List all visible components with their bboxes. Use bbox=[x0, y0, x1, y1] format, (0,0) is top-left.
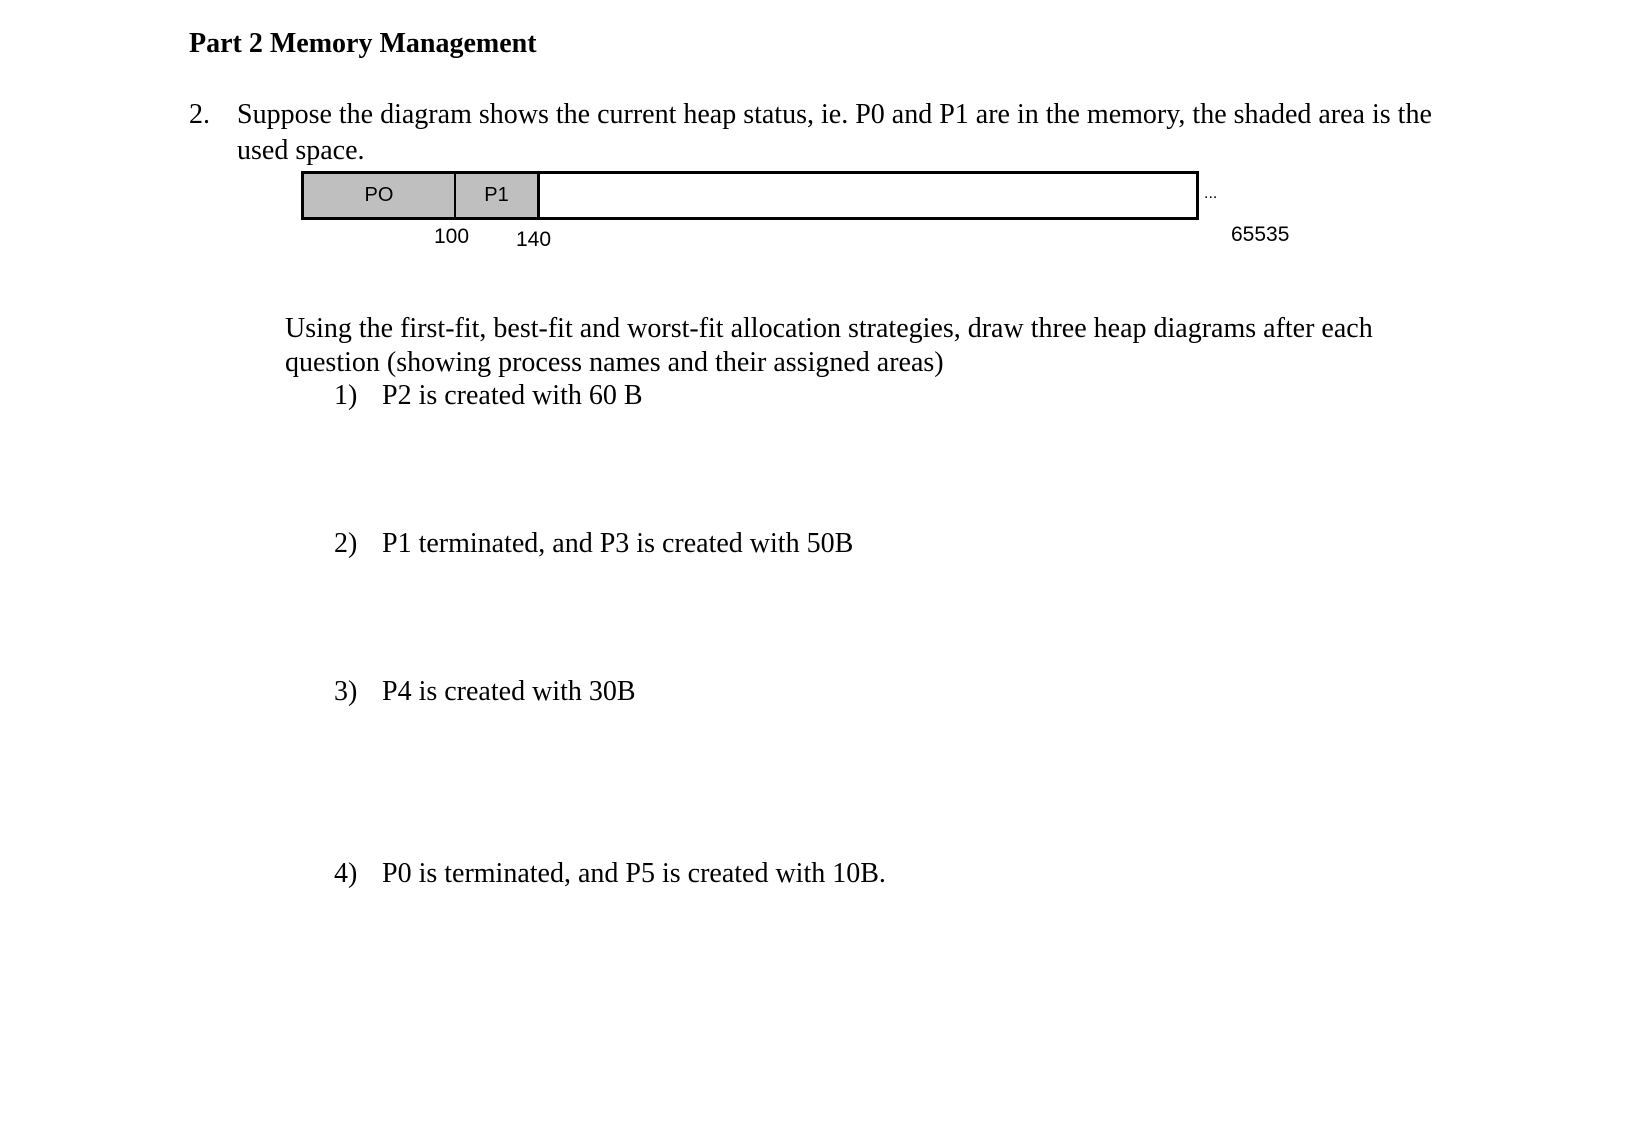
heap-continuation-ellipsis: ... bbox=[1204, 185, 1218, 202]
address-label-100: 100 bbox=[434, 225, 470, 248]
heap-segment-p0: PO bbox=[304, 174, 456, 217]
list-item-number: 4) bbox=[334, 858, 358, 889]
heap-diagram bbox=[301, 171, 1199, 220]
heap-segment-p1: P1 bbox=[456, 174, 540, 217]
list-item-text: P0 is terminated, and P5 is created with 10B. bbox=[382, 858, 886, 889]
list-item bbox=[334, 526, 853, 562]
list-item-text: P1 terminated, and P3 is created with 50B bbox=[382, 528, 854, 559]
list-item bbox=[334, 674, 636, 710]
section-heading: Part 2 Memory Management bbox=[189, 28, 537, 59]
instructions-text: Using the first-fit, best-fit and worst-fit allocation strategies, draw three heap diagrams after each question (showing process names and their assigned areas) bbox=[285, 313, 1373, 378]
list-item bbox=[334, 856, 886, 892]
address-label-65535: 65535 bbox=[1231, 223, 1290, 246]
address-label-140: 140 bbox=[516, 228, 552, 251]
list-item-number: 3) bbox=[334, 676, 358, 707]
question-text: Suppose the diagram shows the current heap status, ie. P0 and P1 are in the memory, the shaded area is the used space. bbox=[237, 99, 1432, 166]
list-item-number: 1) bbox=[334, 380, 358, 411]
list-item-number: 2) bbox=[334, 528, 358, 559]
question-number: 2. bbox=[189, 99, 210, 130]
list-item-text: P4 is created with 30B bbox=[382, 676, 636, 707]
list-item-text: P2 is created with 60 B bbox=[382, 380, 643, 411]
list-item bbox=[334, 378, 643, 414]
